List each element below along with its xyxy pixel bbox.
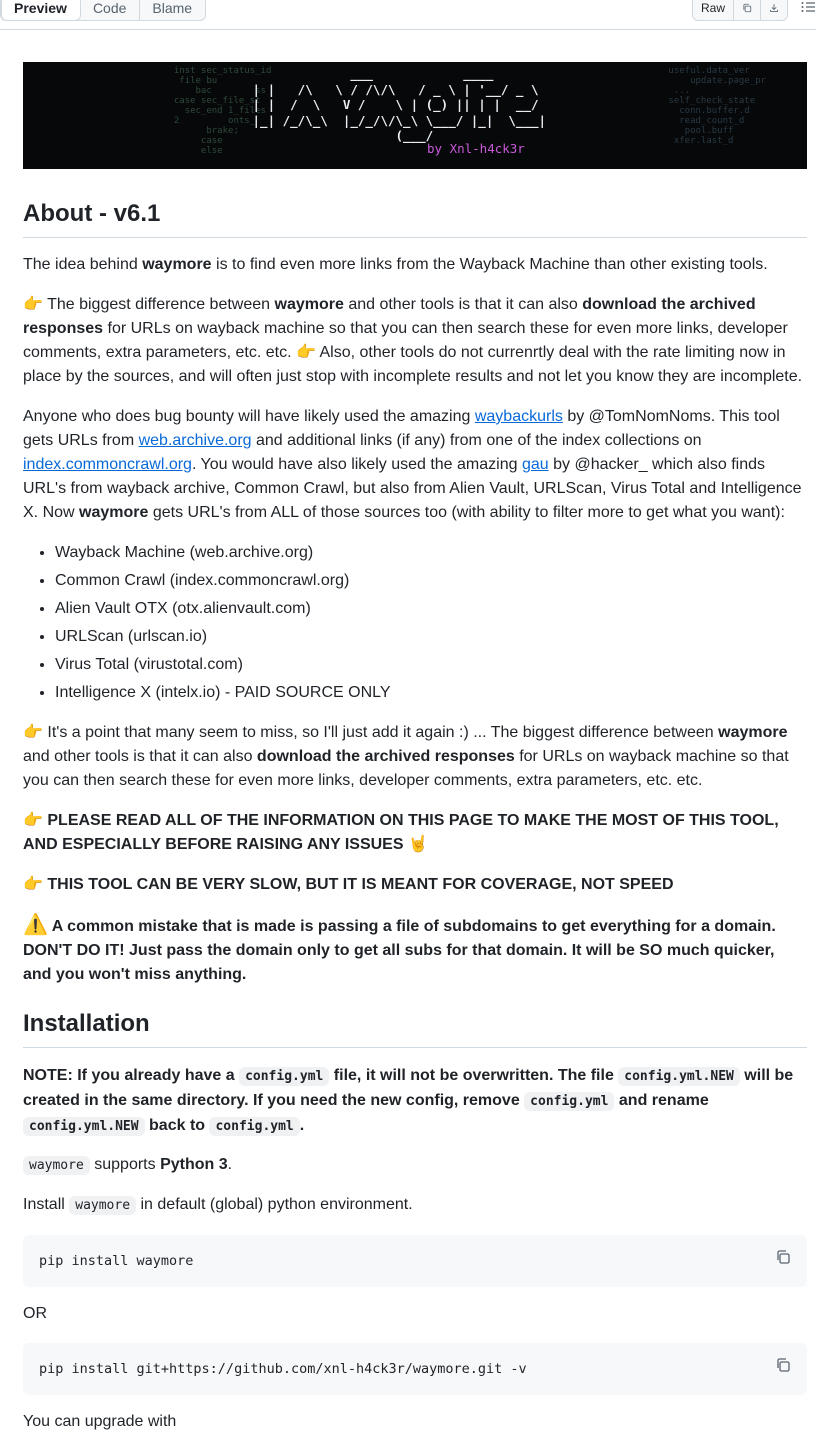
- copy-icon: [775, 1357, 791, 1373]
- inline-code: waymore: [69, 1196, 136, 1215]
- banner-background-code-right: useful.data_ver update.page_pr ... self_check_state conn.buffer.d read_count_d pool.buff xfer.last_d: [668, 66, 766, 146]
- tab-preview[interactable]: Preview: [1, 0, 81, 21]
- inline-code: config.yml: [524, 1092, 614, 1111]
- code-text: pip install waymore: [39, 1253, 194, 1269]
- inline-code: config.yml: [239, 1067, 329, 1086]
- installation-heading: Installation: [23, 1010, 807, 1048]
- banner-byline: by Xnl-h4ck3r: [427, 141, 525, 156]
- list-item: • Wayback Machine (web.archive.org): [55, 541, 816, 565]
- point-right-emoji: 👉: [23, 812, 43, 829]
- inline-code: config.yml.NEW: [23, 1117, 145, 1136]
- commoncrawl-link[interactable]: index.commoncrawl.org: [23, 456, 192, 473]
- note-paragraph: NOTE: If you already have a config.yml file, it will not be overwritten. The file config.yml.NEW will be created in the same directory. If you need the new config, remove config.yml and rename config.yml.NEW back to config.yml .: [23, 1067, 794, 1134]
- sources-list: [23, 541, 816, 709]
- tab-code[interactable]: Code: [81, 0, 140, 20]
- warning-paragraph: ⚠️ A common mistake that is made is passing a file of subdomains to get everything for a domain. DON'T DO IT! Just pass the domain only to get all subs for that domain. It will be SO much quicker, and you won't miss anything.: [23, 914, 776, 983]
- tab-blame[interactable]: Blame: [152, 0, 193, 16]
- slow-tool-paragraph: 👉 THIS TOOL CAN BE VERY SLOW, BUT IT IS MEANT FOR COVERAGE, NOT SPEED: [23, 876, 674, 893]
- file-actions: [692, 0, 788, 21]
- point-right-emoji: 👉: [23, 724, 43, 741]
- inline-code: config.yml: [209, 1117, 299, 1136]
- point-right-emoji: 👉: [23, 296, 43, 313]
- python-support-paragraph: waymore supports Python 3.: [23, 1153, 807, 1178]
- waymore-banner-image: [23, 62, 807, 169]
- difference-paragraph: 👉 The biggest difference between waymore and other tools is that it can also download the archived responses for URLs on wayback machine so that you can then search these for even more links, developer comments, extra parameters, etc. etc. 👉 Also, other tools do not currenrtly deal with the rate limiting now in place by the sources, and will often just stop with incomplete results and not let you know they are incomplete.: [23, 296, 803, 385]
- gau-link[interactable]: gau: [521, 456, 549, 473]
- file-toolbar: [0, 0, 816, 30]
- banner-ascii-art: ___ ____ | | /\ \ / /\/\ / _ \ | '__/ _ \ | | / \ V / \ | (_) || | | __/ |_| /_/\_\ |_/_/\/\_\ \___/ |_| \___| (___/: [252, 66, 547, 143]
- copy-raw-button[interactable]: [734, 0, 761, 20]
- warning-icon: ⚠️: [23, 914, 48, 936]
- inline-code: config.yml.NEW: [618, 1067, 740, 1086]
- inline-code: waymore: [23, 1156, 90, 1175]
- banner-background-code: inst sec_status_id file bu bac ss case sec_file_st sec_end 1_files 2 onts_ brake; case else: [173, 66, 272, 156]
- read-info-paragraph: 👉 PLEASE READ ALL OF THE INFORMATION ON THIS PAGE TO MAKE THE MOST OF THIS TOOL, AND ESPECIALLY BEFORE RAISING ANY ISSUES 🤘: [23, 812, 779, 853]
- outline-button[interactable]: [800, 0, 816, 18]
- list-item: • Intelligence X (intelx.io) - PAID SOURCE ONLY: [55, 681, 816, 705]
- view-mode-tabs: [0, 0, 206, 21]
- list-unordered-icon: [800, 0, 816, 15]
- waybackurls-link[interactable]: waybackurls: [474, 408, 563, 425]
- list-item: • Virus Total (virustotal.com): [55, 653, 816, 677]
- web-archive-link[interactable]: web.archive.org: [138, 432, 252, 449]
- copy-code-button[interactable]: [775, 1357, 791, 1373]
- copy-icon: [742, 0, 752, 16]
- raw-button[interactable]: Raw: [693, 0, 734, 20]
- point-right-emoji: 👉: [23, 876, 43, 893]
- list-item: • URLScan (urlscan.io): [55, 625, 816, 649]
- intro-paragraph: The idea behind waymore is to find even more links from the Wayback Machine than other existing tools.: [23, 256, 768, 273]
- upgrade-text: You can upgrade with: [23, 1413, 177, 1430]
- download-icon: [769, 0, 779, 16]
- code-block-pip-git: [23, 1343, 807, 1395]
- install-paragraph: Install waymore in default (global) python environment.: [23, 1196, 413, 1213]
- or-text: OR: [23, 1305, 47, 1322]
- code-text: pip install git+https://github.com/xnl-h4ck3r/waymore.git -v: [39, 1361, 527, 1377]
- list-item: • Alien Vault OTX (otx.alienvault.com): [55, 597, 816, 621]
- copy-code-button[interactable]: [775, 1249, 791, 1265]
- point-right-emoji: 👉: [295, 344, 316, 361]
- copy-icon: [775, 1249, 791, 1265]
- download-raw-button[interactable]: [761, 0, 787, 20]
- reminder-paragraph: 👉 It's a point that many seem to miss, so I'll just add it again :) ... The biggest difference between waymore and other tools is that it can also download the archived responses for URLs on wayback machine so that you can then search these for even more links, developer comments, extra parameters, etc. etc.: [23, 724, 789, 789]
- rock-on-emoji: 🤘: [407, 836, 428, 853]
- about-heading: About - v6.1: [23, 200, 807, 238]
- code-block-pip-install: [23, 1235, 807, 1287]
- list-item: • Common Crawl (index.commoncrawl.org): [55, 569, 816, 593]
- sources-paragraph: Anyone who does bug bounty will have likely used the amazing waybackurls by @TomNomNoms. This tool gets URLs from web.archive.org and additional links (if any) from one of the index collections on index.commoncrawl.org. You would have also likely used the amazing gau by @hacker_ which also finds URL's from wayback archive, Common Crawl, but also from Alien Vault, URLScan, Virus Total and Intelligence X. Now waymore gets URL's from ALL of those sources too (with ability to filter more to get what you want):: [23, 408, 802, 521]
